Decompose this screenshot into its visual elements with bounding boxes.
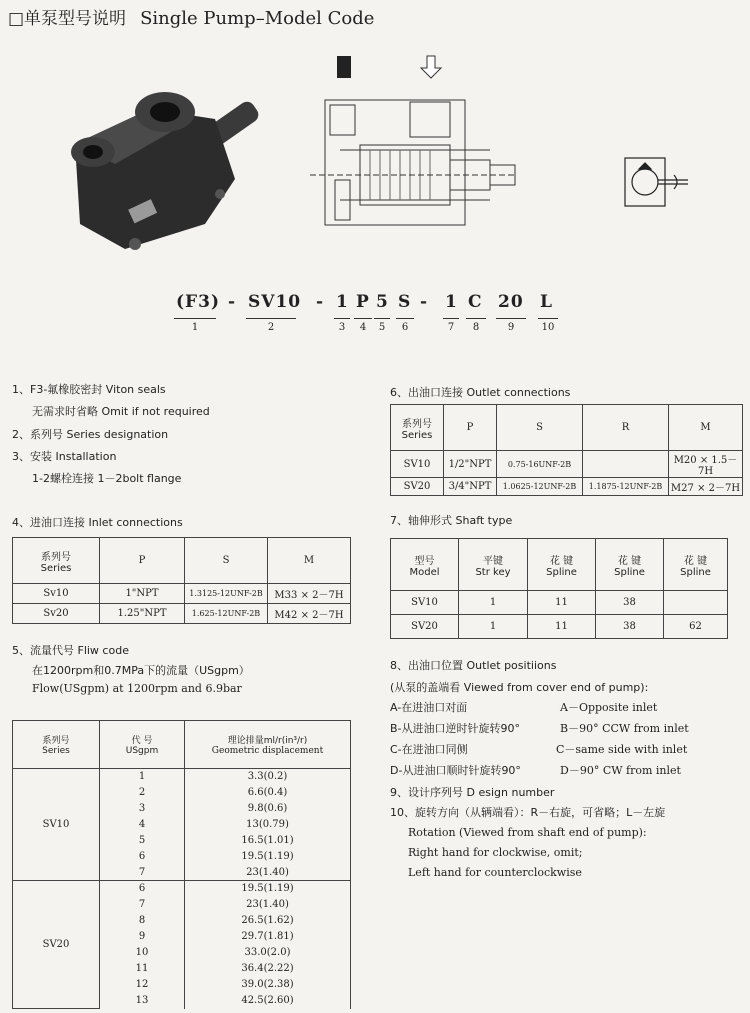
table-cell: 1.625-12UNF-2B [185, 604, 268, 624]
note-rotation-cn: 10、旋转方向（从辆端看）：R－右旋，可省略；L－左旋 [390, 806, 666, 819]
shaft-header-strkey: 平键 Str key [459, 539, 528, 591]
table-cell: 11 [528, 615, 596, 639]
note-rotation-en: Rotation (Viewed from shaft end of pump): [408, 826, 647, 839]
code-underline [538, 318, 558, 319]
table-cell: 1.25"NPT [100, 604, 185, 624]
flow-header-disp-en: Geometric displacement [211, 746, 324, 756]
outlet-pos-heading: 8、出油口位置 Outlet positiions [390, 659, 557, 672]
outlet-heading: 6、出油口连接 Outlet connections [390, 386, 571, 399]
code-underline [496, 318, 526, 319]
flow-series-cell: SV10 [13, 769, 100, 881]
note-right-hand: Right hand for clockwise, omit; [408, 846, 583, 859]
flow-table [12, 720, 351, 1009]
inlet-table [12, 537, 351, 624]
note-left-hand: Left hand for counterclockwise [408, 866, 582, 879]
flow-series-cell: SV20 [13, 881, 100, 1009]
code-part: (F3) [176, 292, 220, 312]
table-cell [664, 591, 728, 615]
flow-line1: 在1200rpm和0.7MPa下的流量（USgpm） [32, 664, 250, 677]
code-underline [174, 318, 216, 319]
outlet-header-series: 系列号 Series [391, 405, 444, 451]
flow-displacement-cell: 42.5(2.60) [185, 993, 351, 1009]
table-cell: SV10 [391, 451, 444, 478]
shaft-heading: 7、轴伸形式 Shaft type [390, 514, 513, 527]
code-number: 4 [359, 322, 367, 333]
code-part: S [398, 292, 412, 312]
table-cell: 11 [528, 591, 596, 615]
table-cell: 3/4"NPT [444, 478, 497, 496]
flow-displacement-cell: 36.4(2.22) [185, 961, 351, 977]
table-cell: SV20 [391, 615, 459, 639]
code-number: 3 [338, 322, 346, 333]
pump-photo [55, 84, 270, 259]
flow-displacement-cell: 39.0(2.38) [185, 977, 351, 993]
pump-cross-section [300, 50, 522, 245]
flow-code-cell: 7 [100, 865, 185, 881]
inlet-heading: 4、进油口连接 Inlet connections [12, 516, 183, 529]
table-row [13, 881, 351, 897]
outlet-pos-sub: (从泵的盖端看 Viewed from cover end of pump): [390, 681, 649, 694]
code-number: 9 [507, 322, 515, 333]
flow-code-cell: 4 [100, 817, 185, 833]
flow-displacement-cell: 23(1.40) [185, 897, 351, 913]
inlet-arrow-icon [421, 56, 441, 78]
table-cell: 1"NPT [100, 584, 185, 604]
table-cell: 38 [596, 615, 664, 639]
outlet-pos-a-en: A－Opposite inlet [560, 701, 658, 714]
table-cell: M42 × 2－7H [268, 604, 351, 624]
note-omit: 无需求时省略 Omit if not required [32, 405, 210, 418]
flow-displacement-cell: 9.8(0.6) [185, 801, 351, 817]
shaft-header-spline-2: 花 键 Spline [596, 539, 664, 591]
flow-code-cell: 6 [100, 881, 185, 897]
flow-code-cell: 8 [100, 913, 185, 929]
shaft-header-spline-1: 花 键 Spline [528, 539, 596, 591]
outlet-marker-icon [337, 56, 351, 78]
flow-displacement-cell: 3.3(0.2) [185, 769, 351, 785]
page-title [8, 4, 374, 29]
flow-code-cell: 7 [100, 897, 185, 913]
code-part: 1 [445, 292, 458, 312]
table-cell: SV10 [391, 591, 459, 615]
outlet-pos-c-cn: C-在进油口同侧 [390, 743, 468, 756]
outlet-header-p: P [444, 405, 497, 451]
code-dash: - [228, 292, 237, 312]
shaft-header-spline-3: 花 键 Spline [664, 539, 728, 591]
table-cell: 0.75-16UNF-2B [497, 451, 583, 478]
title-en: Single Pump–Model Code [140, 8, 375, 29]
code-number: 7 [447, 322, 455, 333]
flow-code-cell: 6 [100, 849, 185, 865]
table-cell: 1.1875-12UNF-2B [583, 478, 669, 496]
table-cell: M27 × 2－7H [669, 478, 743, 496]
table-cell: 1/2"NPT [444, 451, 497, 478]
title-cn: □单泵型号说明 [8, 9, 127, 29]
code-underline [334, 318, 350, 319]
table-cell: 1.3125-12UNF-2B [185, 584, 268, 604]
table-cell: Sv10 [13, 584, 100, 604]
note-series: 2、系列号 Series designation [12, 428, 169, 441]
code-part: P [356, 292, 370, 312]
table-cell: Sv20 [13, 604, 100, 624]
table-row [13, 769, 351, 785]
code-part: 20 [498, 292, 524, 312]
inlet-header-m: M [268, 538, 351, 584]
shaft-header-model: 型号 Model [391, 539, 459, 591]
outlet-table [390, 404, 743, 496]
flow-code-cell: 3 [100, 801, 185, 817]
flow-displacement-cell: 19.5(1.19) [185, 849, 351, 865]
code-underline [466, 318, 486, 319]
flow-code-cell: 1 [100, 769, 185, 785]
flow-displacement-cell: 19.5(1.19) [185, 881, 351, 897]
flow-header-disp-cn: 理论排量ml/r(in³/r) [227, 736, 308, 746]
flow-code-cell: 2 [100, 785, 185, 801]
code-underline [374, 318, 390, 319]
code-dash: - [420, 292, 429, 312]
note-design-number: 9、设计序列号 D esign number [390, 786, 555, 799]
code-underline [396, 318, 414, 319]
flow-displacement-cell: 33.0(2.0) [185, 945, 351, 961]
code-part: 1 [336, 292, 349, 312]
flow-displacement-cell: 23(1.40) [185, 865, 351, 881]
outlet-pos-d-en: D－90° CW from inlet [560, 764, 681, 777]
table-cell: 38 [596, 591, 664, 615]
table-cell [583, 451, 669, 478]
flow-displacement-cell: 6.6(0.4) [185, 785, 351, 801]
flow-code-cell: 9 [100, 929, 185, 945]
code-number: 10 [541, 322, 555, 333]
inlet-header-p: P [100, 538, 185, 584]
code-number: 1 [191, 322, 199, 333]
table-cell: 1 [459, 615, 528, 639]
table-cell: 1 [459, 591, 528, 615]
code-part: SV10 [248, 292, 302, 312]
outlet-header-r: R [583, 405, 669, 451]
outlet-pos-b-en: B－90° CCW from inlet [560, 722, 689, 735]
code-part: L [540, 292, 553, 312]
code-number: 6 [401, 322, 409, 333]
code-underline [354, 318, 372, 319]
outlet-pos-d-cn: D-从进油口顺时针旋转90° [390, 764, 521, 777]
table-cell: 62 [664, 615, 728, 639]
code-dash: - [316, 292, 325, 312]
outlet-pos-b-cn: B-从进油口逆时针旋转90° [390, 722, 521, 735]
note-viton: 1、F3-氟橡胶密封 Viton seals [12, 383, 166, 396]
code-number: 2 [267, 322, 275, 333]
code-number: 8 [472, 322, 480, 333]
flow-code-cell: 13 [100, 993, 185, 1009]
code-underline [443, 318, 459, 319]
outlet-header-m: M [669, 405, 743, 451]
flow-displacement-cell: 13(0.79) [185, 817, 351, 833]
note-installation: 3、安装 Installation [12, 450, 117, 463]
table-cell: M33 × 2－7H [268, 584, 351, 604]
flow-displacement-cell: 16.5(1.01) [185, 833, 351, 849]
code-part: 5 [376, 292, 389, 312]
flow-header-series: 系列号 Series [13, 721, 100, 769]
pump-symbol [622, 155, 692, 210]
code-number: 5 [378, 322, 386, 333]
flow-code-cell: 5 [100, 833, 185, 849]
table-cell: SV20 [391, 478, 444, 496]
outlet-header-s: S [497, 405, 583, 451]
inlet-header-s: S [185, 538, 268, 584]
flow-heading: 5、流量代号 Fliw code [12, 644, 129, 657]
flow-code-cell: 11 [100, 961, 185, 977]
shaft-table [390, 538, 728, 639]
outlet-pos-c-en: C－same side with inlet [556, 743, 688, 756]
code-underline [246, 318, 296, 319]
flow-header-displacement [185, 721, 351, 769]
outlet-pos-a-cn: A-在进油口对面 [390, 701, 468, 714]
code-part: C [468, 292, 483, 312]
flow-displacement-cell: 26.5(1.62) [185, 913, 351, 929]
flow-code-cell: 10 [100, 945, 185, 961]
flow-line2: Flow(USgpm) at 1200rpm and 6.9bar [32, 682, 242, 695]
table-cell: M20 × 1.5－7H [669, 451, 743, 478]
note-bolt-flange: 1-2螺栓连接 1－2bolt flange [32, 472, 182, 485]
flow-displacement-cell: 29.7(1.81) [185, 929, 351, 945]
inlet-header-series: 系列号 Series [13, 538, 100, 584]
table-cell: 1.0625-12UNF-2B [497, 478, 583, 496]
flow-header-code: 代 号 USgpm [100, 721, 185, 769]
flow-code-cell: 12 [100, 977, 185, 993]
